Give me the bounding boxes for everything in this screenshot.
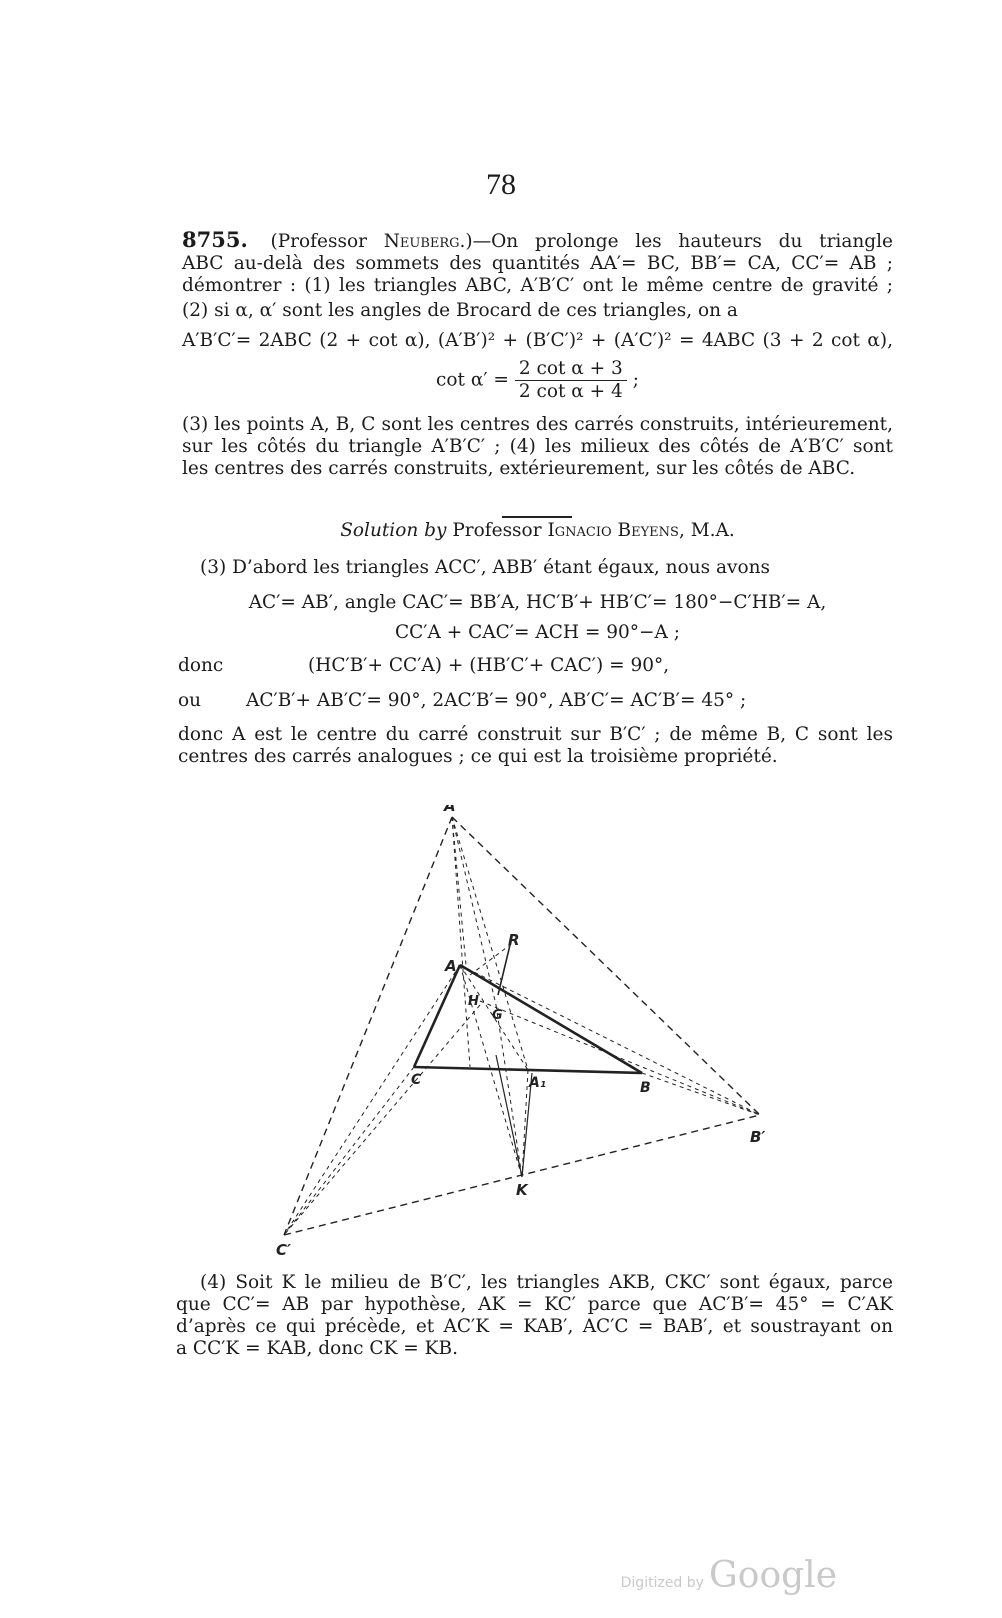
- fraction-numerator: 2 cot α + 3: [515, 358, 627, 381]
- solution-p3-line1: (3) D’abord les triangles ACC′, ABB′ étant égaux, nous avons: [200, 557, 771, 578]
- watermark-prefix: Digitized by: [620, 1575, 704, 1591]
- equation-1: A′B′C′= 2ABC (2 + cot α), (A′B′)² + (B′C′)² + (A′C′)² = 4ABC (3 + 2 cot α),: [182, 330, 893, 351]
- digitized-watermark: [621, 1555, 837, 1596]
- author-name: Neuberg: [383, 231, 460, 252]
- label-a-prime: A′: [444, 805, 460, 815]
- side-ac: [414, 965, 460, 1067]
- problem-statement: [182, 229, 893, 297]
- solution-p3-end: donc A est le centre du carré construit sur B′C′ ; de même B, C sont les centres des carrés analogues ; ce qui est la troisième propriété.: [178, 724, 893, 767]
- solution-heading-italic: Solution by: [340, 520, 447, 541]
- fraction-denominator: 2 cot α + 4: [518, 381, 623, 402]
- figure-svg: [270, 805, 790, 1265]
- equation-2-fraction: [515, 358, 627, 403]
- problem-paragraph-3: (3) les points A, B, C sont les centres des carrés construits, intérieurement, sur les côtés du triangle A′B′C′ ; (4) les milieux des côtés de A′B′C′ sont les centres des carrés construits, extérieurement, sur les côtés de ABC.: [182, 414, 893, 479]
- solution-heading-suffix: , M.A.: [678, 520, 735, 541]
- ou-label: ou: [178, 690, 202, 711]
- label-a: A: [445, 957, 457, 975]
- page-number: 78: [486, 168, 516, 201]
- donc-label: donc: [178, 655, 224, 676]
- equation-2-end: ;: [632, 369, 639, 391]
- solution-author: Ignacio Beyens: [547, 520, 679, 541]
- side-ab: [460, 965, 642, 1073]
- label-r: R: [508, 931, 520, 949]
- equation-3: AC′= AB′, angle CAC′= BB′A, HC′B′+ HB′C′= 180°−C′HB′= A,: [248, 592, 827, 613]
- label-c-prime: C′: [276, 1241, 291, 1259]
- problem-line-4: (2) si α, α′ sont les angles de Brocard de ces triangles, on a: [182, 300, 738, 321]
- label-b-prime: B′: [750, 1128, 766, 1146]
- problem-number: 8755.: [182, 227, 248, 252]
- label-g: G: [492, 1008, 503, 1023]
- problem-line-2: ABC au-delà des sommets des quantités AA′= BC, BB′= CA, CC′= AB ;: [182, 253, 893, 274]
- solution-heading-prefix: Professor: [452, 520, 542, 541]
- label-c: C: [411, 1072, 422, 1088]
- label-a1: A₁: [529, 1075, 546, 1091]
- equation-2-left: cot α′ =: [436, 369, 509, 391]
- problem-line-1: [182, 229, 893, 253]
- label-b: B: [640, 1080, 651, 1096]
- problem-line-3: démontrer : (1) les triangles ABC, A′B′C′ ont le même centre de gravité ;: [182, 275, 893, 296]
- equation-6: AC′B′+ AB′C′= 90°, 2AC′B′= 90°, AB′C′= AC′B′= 45° ;: [246, 690, 747, 711]
- separator-rule: [502, 516, 572, 518]
- equation-5: (HC′B′+ CC′A) + (HB′C′+ CAC′) = 90°,: [308, 655, 670, 676]
- geometry-figure: [270, 805, 790, 1269]
- equation-4: CC′A + CAC′= ACH = 90°−A ;: [394, 622, 681, 643]
- solution-heading: [182, 520, 893, 542]
- google-logo-text: Google: [709, 1555, 837, 1596]
- label-k: K: [516, 1181, 528, 1199]
- line-k-up-1: [496, 1055, 522, 1177]
- equation-2: [182, 358, 893, 403]
- label-h: H: [468, 994, 479, 1009]
- side-a-prime-c-prime: [284, 817, 452, 1235]
- solution-paragraph-4: (4) Soit K le milieu de B′C′, les triangles AKB, CKC′ sont égaux, parce que CC′= AB par hypothèse, AK = KC′ parce que AC′B′= 45° = C′AK d’après ce qui précède, et AC′K = KAB′, AC′C = BAB′, et soustrayant on a CC′K = KAB, donc CK = KB.: [176, 1272, 893, 1359]
- problem-line-1-rest: .)—On prolonge les hauteurs du triangle: [459, 231, 893, 252]
- author-prefix: (Professor: [270, 231, 367, 252]
